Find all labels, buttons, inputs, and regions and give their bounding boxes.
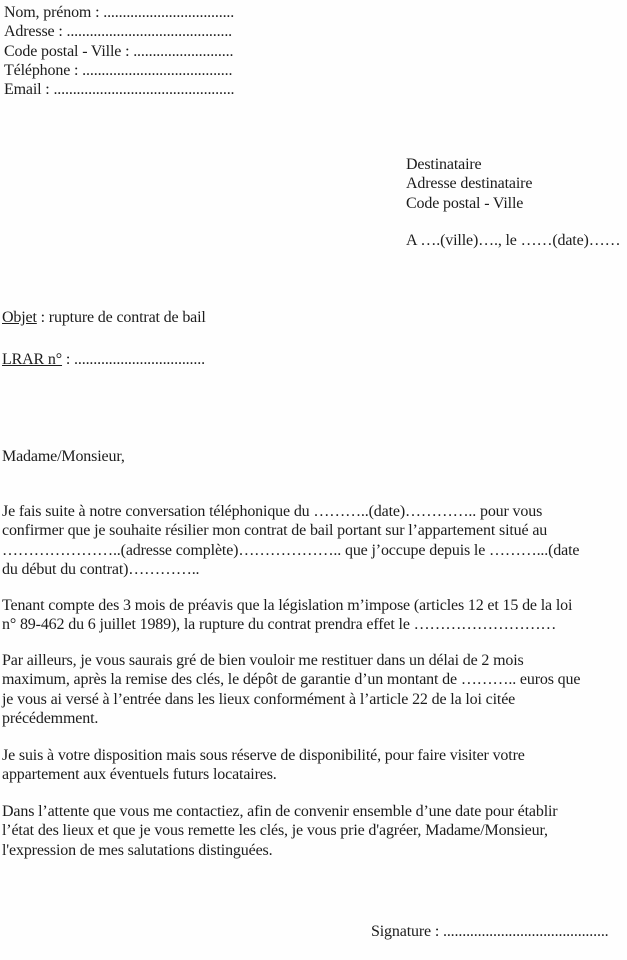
subject-label: Objet	[2, 309, 37, 326]
subject-text: : rupture de contrat de bail	[36, 309, 206, 326]
recipient-address-line: Adresse destinataire	[406, 175, 533, 193]
paragraph-line: Par ailleurs, je vous saurais gré de bien vouloir me restituer dans un délai de 2 mois	[2, 652, 524, 669]
subject-line	[2, 308, 206, 327]
lrar-value: : ..................................	[62, 351, 205, 368]
sender-block	[4, 3, 234, 99]
paragraph-line: l’état des lieux et que je vous remette les clés, je vous prie d'agréer, Madame/Monsieur,	[2, 822, 548, 840]
paragraph-visites	[2, 746, 525, 785]
salutation: Madame/Monsieur,	[2, 448, 125, 465]
paragraph-line: appartement aux éventuels futurs locataires.	[2, 766, 277, 784]
lrar-label: LRAR n°	[2, 351, 63, 368]
paragraph-line: confirmer que je souhaite résilier mon contrat de bail portant sur l’appartement situé au	[2, 522, 548, 540]
paragraph-preavis	[2, 596, 572, 635]
recipient-postal-city-line: Code postal - Ville	[406, 194, 524, 212]
paragraph-line: Dans l’attente que vous me contactiez, afin de convenir ensemble d’une date pour établir	[2, 803, 558, 820]
paragraph-politesse	[2, 802, 557, 860]
recipient-block	[406, 155, 532, 213]
paragraph-line: Je fais suite à notre conversation téléphonique du ………..(date)………….. pour vous	[2, 503, 543, 520]
paragraph-line: …………………..(adresse complète)……………….. que j’occupe depuis le ………...(date	[2, 541, 580, 559]
recipient-name-line: Destinataire	[406, 156, 482, 173]
paragraph-line: Tenant compte des 3 mois de préavis que la législation m’impose (articles 12 et 15 de la loi	[2, 597, 573, 614]
sender-email-line: Email : ...............................................	[4, 81, 235, 99]
paragraph-line: Je suis à votre disposition mais sous réserve de disponibilité, pour faire visiter votre	[2, 747, 525, 764]
lrar-line	[2, 350, 205, 369]
paragraph-line: du début du contrat)…………..	[2, 560, 200, 578]
paragraph-intro	[2, 502, 579, 579]
paragraph-line: l'expression de mes salutations distinguées.	[2, 841, 273, 859]
paragraph-depot-garantie	[2, 651, 580, 728]
signature-line: Signature : ...........................................	[371, 923, 609, 940]
paragraph-line: je vous ai versé à l’entrée dans les lieux conformément à l’article 22 de la loi citée	[2, 690, 516, 708]
sender-name-line: Nom, prénom : ..................................	[4, 4, 235, 21]
paragraph-line: n° 89-462 du 6 juillet 1989), la rupture du contrat prendra effet le ………………………	[2, 616, 557, 634]
sender-postal-city-line: Code postal - Ville : ..........................	[4, 42, 234, 60]
sender-phone-line: Téléphone : .......................................	[4, 61, 233, 79]
sender-address-line: Adresse : ...........................................	[4, 23, 233, 41]
place-date-line: A ….(ville)…., le ……(date)……	[406, 232, 621, 249]
paragraph-line: précédemment.	[2, 709, 99, 727]
paragraph-line: maximum, après la remise des clés, le dépôt de garantie d’un montant de ……….. euros que	[2, 671, 581, 689]
